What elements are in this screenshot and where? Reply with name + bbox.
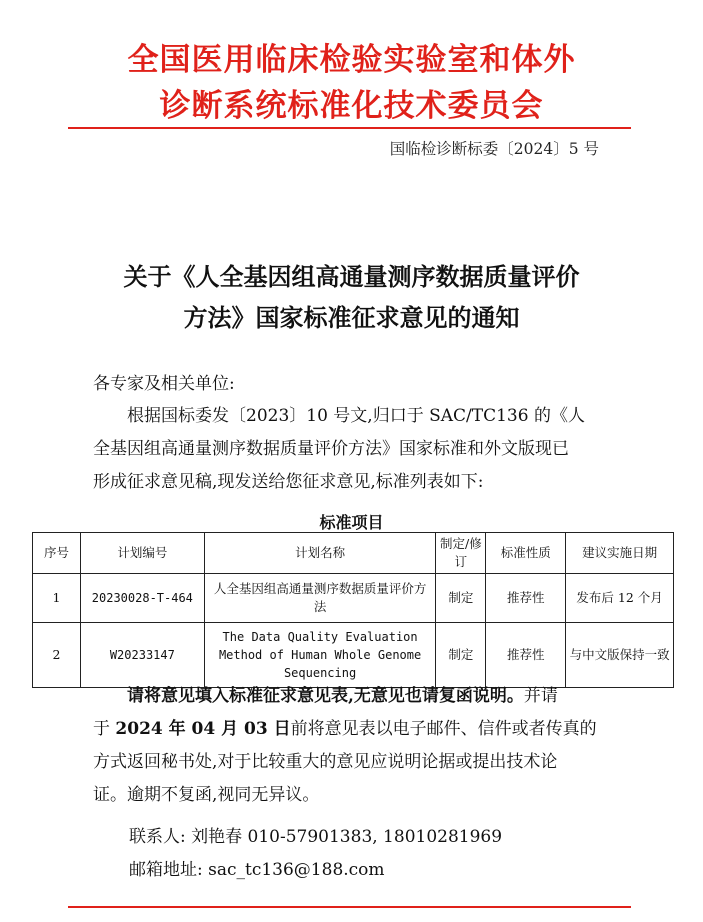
cell-nature: 推荐性 [486, 574, 566, 623]
table-row [33, 623, 674, 688]
request-line-3: 方式返回秘书处,对于比较重大的意见应说明论据或提出技术论 [93, 752, 558, 772]
salutation: 各专家及相关单位: [93, 374, 235, 394]
cell-nature: 推荐性 [486, 623, 566, 688]
cell-date: 与中文版保持一致 [566, 623, 674, 688]
intro-paragraph [93, 400, 623, 499]
col-header-type: 制定/修订 [436, 533, 486, 574]
cell-date: 发布后 12 个月 [566, 574, 674, 623]
request-line-1 [93, 680, 633, 713]
notice-title-line1: 关于《人全基因组高通量测序数据质量评价 [123, 262, 580, 291]
request-line2-pre: 于 [93, 719, 116, 739]
col-header-plan-no: 计划编号 [80, 533, 204, 574]
contact-email: 邮箱地址: sac_tc136@188.com [129, 860, 385, 880]
header-red-rule [68, 127, 631, 129]
col-header-date: 建议实施日期 [566, 533, 674, 574]
col-header-seq: 序号 [33, 533, 81, 574]
request-line1-tail: 并请 [523, 686, 558, 706]
request-bold-lead: 请将意见填入标准征求意见表,无意见也请复函说明。 [127, 686, 524, 706]
intro-line-3: 形成征求意见稿,现发送给您征求意见,标准列表如下: [93, 472, 484, 492]
org-name-line2: 诊断系统标准化技术委员会 [159, 88, 544, 124]
request-line-2 [93, 713, 633, 746]
col-header-nature: 标准性质 [486, 533, 566, 574]
document-number: 国临检诊断标委〔2024〕5 号 [389, 140, 599, 158]
footer-red-rule [68, 906, 631, 908]
cell-seq: 2 [33, 623, 81, 688]
deadline-date: 2024 年 04 月 03 日 [115, 719, 291, 739]
notice-title-line2: 方法》国家标准征求意见的通知 [183, 303, 520, 332]
request-paragraph [93, 680, 633, 812]
cell-plan-name: The Data Quality Evaluation Method of Human Whole Genome Sequencing [204, 623, 436, 688]
cell-type: 制定 [436, 623, 486, 688]
contact-person: 联系人: 刘艳春 010-57901383, 18010281969 [129, 827, 503, 847]
org-name-line1: 全国医用临床检验实验室和体外 [127, 42, 576, 78]
cell-plan-no: W20233147 [80, 623, 204, 688]
table-row [33, 574, 674, 623]
table-caption: 标准项目 [319, 513, 384, 532]
request-line-4: 证。逾期不复函,视同无异议。 [93, 785, 320, 805]
cell-seq: 1 [33, 574, 81, 623]
cell-plan-name: 人全基因组高通量测序数据质量评价方法 [204, 574, 436, 623]
intro-line-2: 全基因组高通量测序数据质量评价方法》国家标准和外文版现已 [93, 439, 569, 459]
standards-table [32, 532, 674, 688]
col-header-plan-name: 计划名称 [204, 533, 436, 574]
cell-type: 制定 [436, 574, 486, 623]
intro-line-1: 根据国标委发〔2023〕10 号文,归口于 SAC/TC136 的《人 [127, 406, 585, 426]
cell-plan-no: 20230028-T-464 [80, 574, 204, 623]
request-line2-tail: 前将意见表以电子邮件、信件或者传真的 [290, 719, 597, 739]
